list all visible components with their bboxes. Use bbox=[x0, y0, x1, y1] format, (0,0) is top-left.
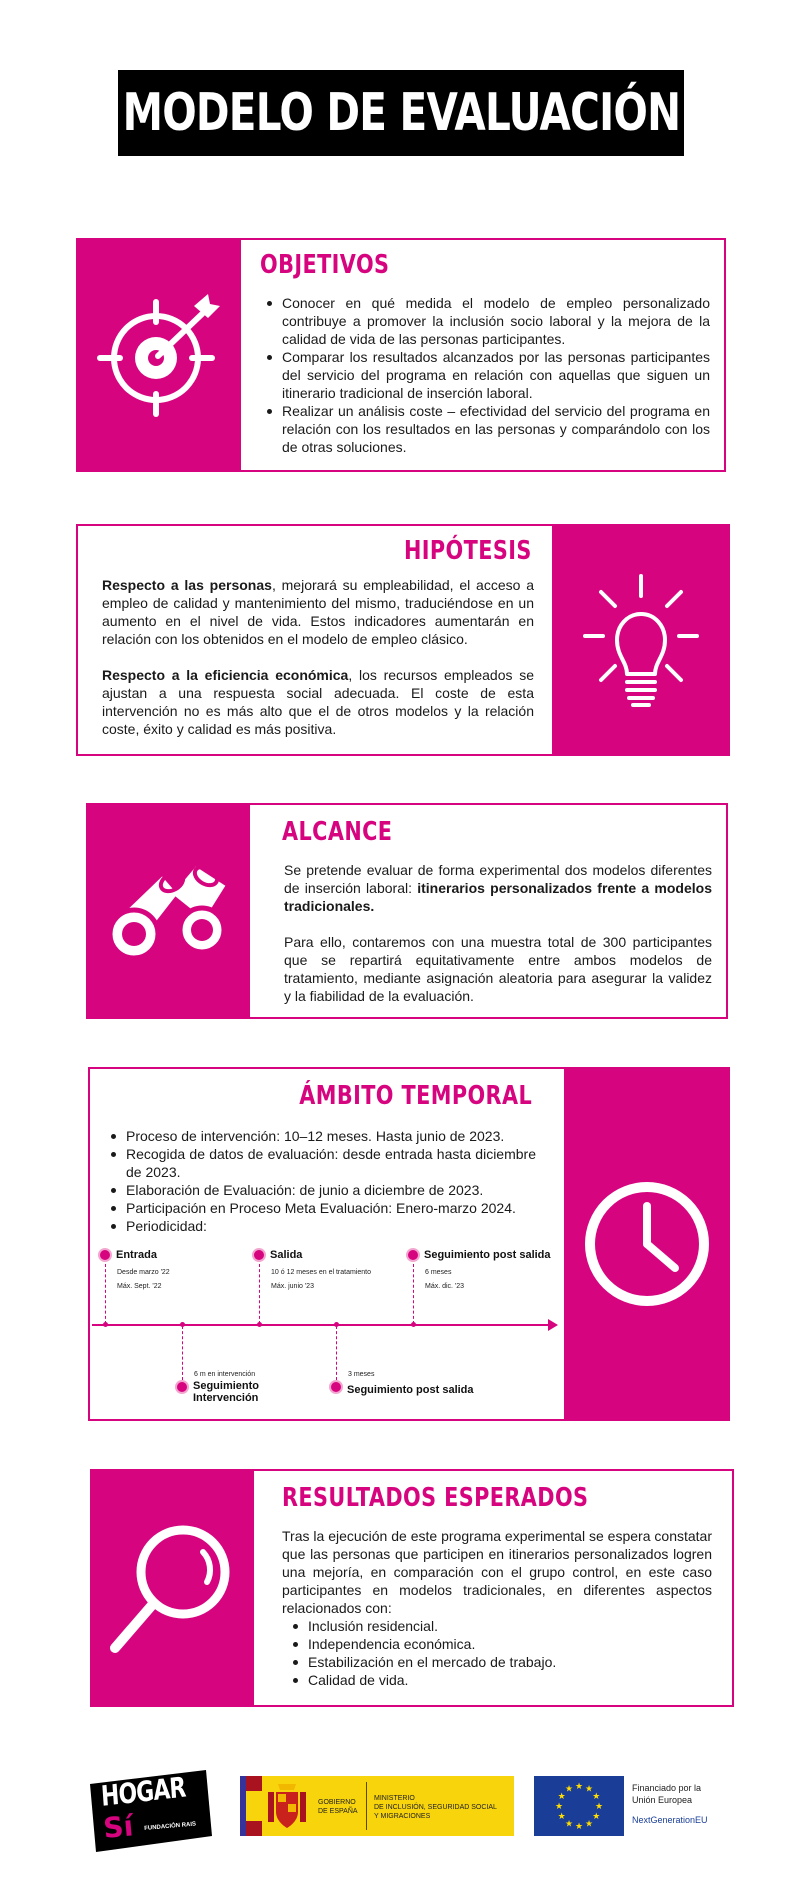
timeline-label-seguimiento-post: Seguimiento post salida bbox=[347, 1384, 474, 1396]
gobierno-label: GOBIERNO DE ESPAÑA bbox=[318, 1799, 358, 1815]
alcance-title: ALCANCE bbox=[282, 817, 393, 847]
timeline-label-seguimiento-intervencion: Seguimiento bbox=[193, 1380, 260, 1392]
eu-star-icon: ★ bbox=[564, 1818, 574, 1829]
resultados-list bbox=[290, 1617, 712, 1689]
eu-star-icon: ★ bbox=[554, 1801, 564, 1811]
coat-of-arms-icon bbox=[266, 1782, 308, 1830]
eu-star-icon: ★ bbox=[564, 1783, 574, 1794]
ambito-item: Elaboración de Evaluación: de junio a diciembre de 2023. bbox=[108, 1181, 536, 1199]
timeline-connector bbox=[336, 1326, 337, 1380]
eu-star-icon: ★ bbox=[594, 1801, 604, 1811]
timeline-detail: Desde marzo '22 bbox=[117, 1269, 170, 1276]
gobierno-espana-logo bbox=[240, 1776, 514, 1836]
timeline-arrow-icon bbox=[548, 1319, 558, 1331]
eu-star-icon: ★ bbox=[557, 1811, 566, 1821]
timeline-label-salida: Salida bbox=[270, 1249, 303, 1261]
timeline-pin-icon bbox=[252, 1248, 266, 1262]
timeline-dot bbox=[103, 1322, 108, 1327]
timeline-note: 6 m en intervención bbox=[194, 1371, 256, 1378]
resultados-item: Calidad de vida. bbox=[290, 1671, 712, 1689]
hipotesis-eficiencia: Respecto a la eficiencia económica, los recursos empleados se ajustan a una respuesta social adecuada. El coste de esta intervención no es más alto que el de otros modelos y la relación coste, éxito y calidad es más positiva. bbox=[102, 667, 534, 737]
timeline-label-entrada: Entrada bbox=[116, 1249, 157, 1261]
objetivos-item: Comparar los resultados alcanzados por las personas participantes del servicio del programa en relación con aquellas que siguen un itinerario tradicional de inserción laboral. bbox=[264, 348, 710, 402]
timeline-detail: Máx. Sept. '22 bbox=[117, 1283, 162, 1290]
timeline-pin-icon bbox=[175, 1380, 189, 1394]
eu-funding-logo bbox=[534, 1776, 730, 1836]
timeline-note: 3 meses bbox=[348, 1371, 375, 1378]
objetivos-body bbox=[264, 294, 710, 456]
alcance-card bbox=[86, 803, 728, 1019]
resultados-item: Estabilización en el mercado de trabajo. bbox=[290, 1653, 712, 1671]
alcance-p1: Se pretende evaluar de forma experimental dos modelos diferentes de inserción laboral: itinerarios personalizados frente a modelos tradicionales. bbox=[284, 862, 712, 914]
eu-star-icon: ★ bbox=[557, 1791, 566, 1801]
ambito-item: Proceso de intervención: 10–12 meses. Hasta junio de 2023. bbox=[108, 1127, 536, 1145]
eu-star-icon: ★ bbox=[574, 1821, 584, 1831]
ambito-icon-panel bbox=[564, 1067, 730, 1421]
ministerio-label: MINISTERIO DE INCLUSIÓN, SEGURIDAD SOCIAL Y MIGRACIONES bbox=[374, 1795, 497, 1820]
ambito-body bbox=[108, 1127, 536, 1235]
timeline-detail: 6 meses bbox=[425, 1269, 452, 1276]
eu-funding-text: Financiado por la Unión Europea NextGenerationEU bbox=[632, 1783, 708, 1825]
fundacion-rais-label: FUNDACIÓN RAIS bbox=[144, 1821, 197, 1832]
page-title-bar bbox=[118, 70, 684, 156]
timeline-detail: Máx. dic. '23 bbox=[425, 1283, 465, 1290]
lightbulb-icon bbox=[581, 570, 701, 710]
si-logo-word: Sí bbox=[102, 1809, 135, 1845]
resultados-card bbox=[90, 1469, 734, 1707]
resultados-item: Inclusión residencial. bbox=[290, 1617, 712, 1635]
resultados-item: Independencia económica. bbox=[290, 1635, 712, 1653]
alcance-icon-panel bbox=[86, 803, 250, 1019]
timeline-connector bbox=[105, 1264, 106, 1324]
clock-icon bbox=[581, 1178, 713, 1310]
objetivos-title: OBJETIVOS bbox=[260, 250, 390, 280]
timeline-detail: Máx. junio '23 bbox=[271, 1283, 314, 1290]
eu-star-icon: ★ bbox=[592, 1811, 601, 1821]
hipotesis-icon-panel bbox=[552, 524, 730, 756]
page-title: MODELO DE EVALUACIÓN bbox=[122, 83, 680, 143]
eu-star-icon: ★ bbox=[584, 1783, 594, 1794]
resultados-intro: Tras la ejecución de este programa experimental se espera constatar que las personas que participen en itinerarios personalizados logren una mejoría, en comparación con el grupo control, en este caso participantes en modelos tradicionales, en diferentes aspectos relacionados con: bbox=[282, 1528, 712, 1616]
timeline-axis bbox=[92, 1324, 552, 1326]
periodicidad-timeline bbox=[92, 1236, 562, 1406]
hogar-si-logo bbox=[86, 1770, 214, 1852]
timeline-label-seguimiento-intervencion-2: Intervención bbox=[193, 1392, 259, 1404]
resultados-title: RESULTADOS ESPERADOS bbox=[282, 1483, 589, 1513]
timeline-connector bbox=[413, 1264, 414, 1324]
objetivos-item: Conocer en qué medida el modelo de empleo personalizado contribuye a promover la inclusión socio laboral y la mejora de la calidad de vida de las personas participantes. bbox=[264, 294, 710, 348]
eu-flag-icon bbox=[534, 1776, 624, 1836]
timeline-connector bbox=[182, 1326, 183, 1380]
timeline-connector bbox=[259, 1264, 260, 1324]
eu-star-icon: ★ bbox=[584, 1818, 594, 1829]
binoculars-icon bbox=[104, 856, 232, 966]
ambito-item: Participación en Proceso Meta Evaluación: Enero-marzo 2024. bbox=[108, 1199, 536, 1217]
timeline-detail: 10 ó 12 meses en el tratamiento bbox=[271, 1269, 372, 1276]
objetivos-list bbox=[264, 294, 710, 456]
eu-star-icon: ★ bbox=[592, 1791, 601, 1801]
hipotesis-card bbox=[76, 524, 730, 756]
hipotesis-title: HIPÓTESIS bbox=[404, 536, 532, 566]
magnifier-icon bbox=[107, 1518, 237, 1658]
resultados-body bbox=[282, 1527, 712, 1689]
eu-star-icon: ★ bbox=[574, 1781, 584, 1791]
ambito-item: Periodicidad: bbox=[108, 1217, 536, 1235]
ambito-item: Recogida de datos de evaluación: desde entrada hasta diciembre de 2023. bbox=[108, 1145, 536, 1181]
hipotesis-body bbox=[102, 576, 534, 738]
objetivos-card bbox=[76, 238, 726, 472]
timeline-pin-icon bbox=[329, 1380, 343, 1394]
timeline-pin-icon bbox=[98, 1248, 112, 1262]
alcance-p2: Para ello, contaremos con una muestra total de 300 participantes que se repartirá equitativamente entre ambos modelos de tratamiento, mediante asignación aleatoria para asegurar la validez y la fiabilidad de la evaluación. bbox=[284, 934, 712, 1004]
ambito-title: ÁMBITO TEMPORAL bbox=[299, 1081, 532, 1111]
gov-divider bbox=[366, 1782, 367, 1830]
timeline-dot bbox=[411, 1322, 416, 1327]
objetivos-icon-panel bbox=[76, 238, 241, 472]
ambito-list bbox=[108, 1127, 536, 1235]
hipotesis-personas: Respecto a las personas, mejorará su empleabilidad, el acceso a empleo de calidad y mantenimiento del mismo, traduciéndose en un aumento en el nivel de vida. Estos indicadores aumentarán en relación con los obtenidos en el modelo de empleo clásico. bbox=[102, 577, 535, 647]
timeline-dot bbox=[257, 1322, 262, 1327]
hogar-logo-word: HOGAR bbox=[100, 1770, 187, 1813]
alcance-body bbox=[284, 861, 712, 1005]
resultados-icon-panel bbox=[90, 1469, 254, 1707]
target-icon bbox=[96, 292, 222, 418]
objetivos-item: Realizar un análisis coste – efectividad del servicio del programa en relación con los resultados en las personas y comparándolo con los de otras soluciones. bbox=[264, 402, 710, 456]
timeline-label-seguimiento: Seguimiento post salida bbox=[424, 1249, 551, 1261]
timeline-pin-icon bbox=[406, 1248, 420, 1262]
spain-flag-icon bbox=[240, 1776, 262, 1836]
